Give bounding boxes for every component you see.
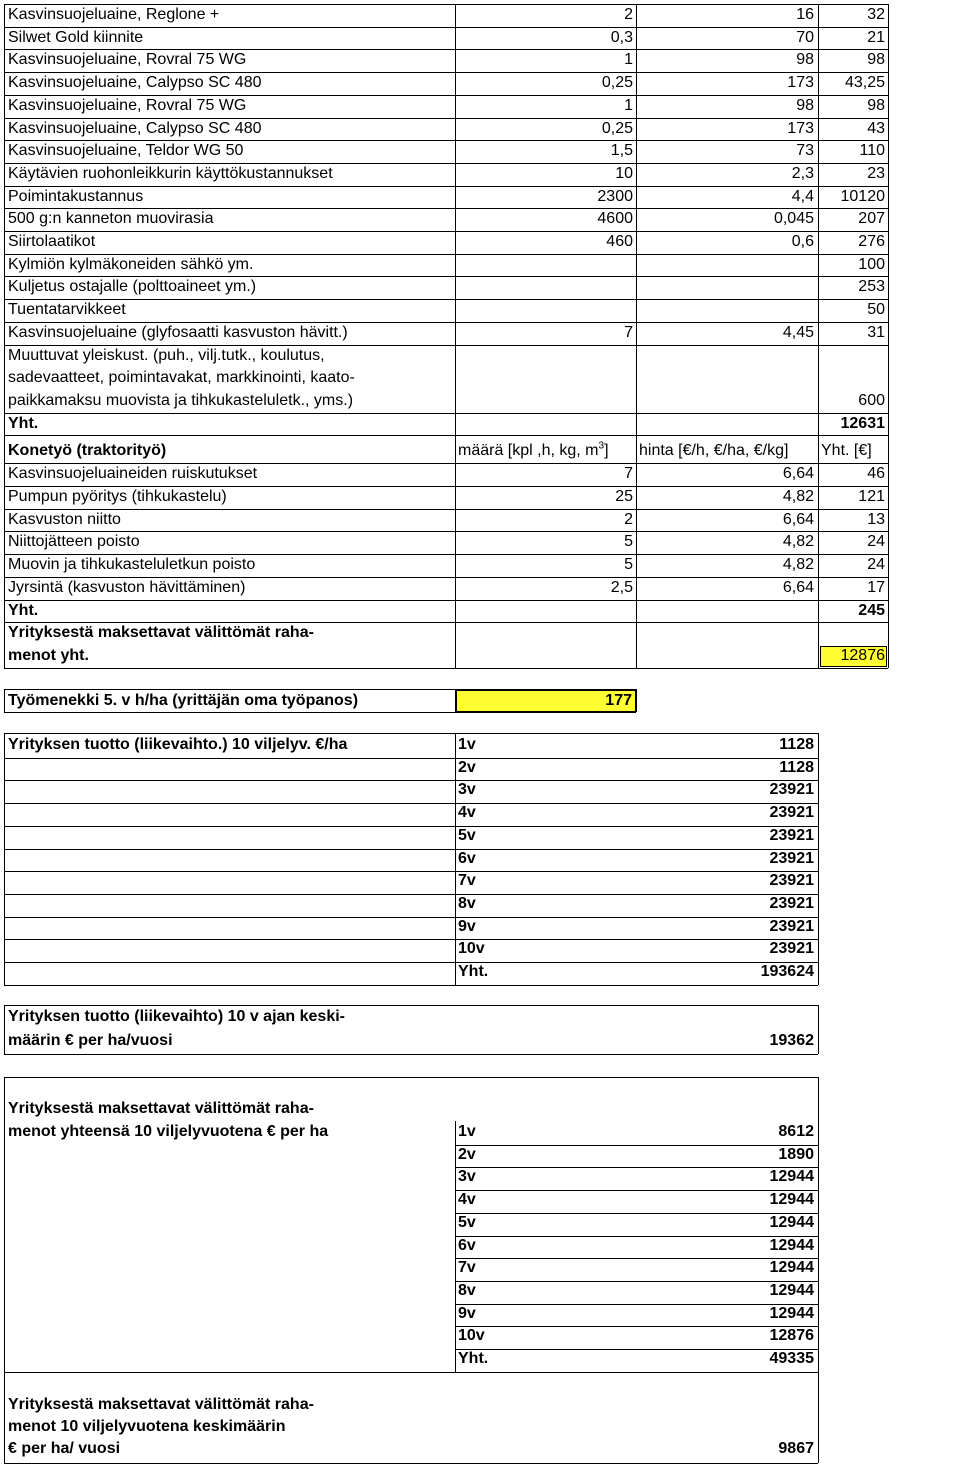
cost-item-qty: 2 bbox=[624, 6, 633, 23]
revenue-value: 23921 bbox=[769, 917, 814, 935]
machine-item-price: 4,82 bbox=[782, 533, 814, 551]
grid-line-v bbox=[455, 733, 456, 985]
cost-item-qty: 4600 bbox=[597, 210, 633, 228]
cost-item-label: Kasvinsuojeluaine, Calypso SC 480 bbox=[8, 119, 262, 137]
expenses-year: 1v bbox=[458, 1123, 476, 1140]
row-line bbox=[4, 600, 888, 601]
expenses-year: 5v bbox=[458, 1213, 476, 1231]
header-price: hinta [€/h, €/ha, €/kg] bbox=[639, 442, 789, 460]
cost-item-label: Kasvinsuojeluaine, Teldor WG 50 bbox=[8, 142, 244, 160]
header-quantity-end: ] bbox=[604, 442, 609, 460]
revenue-year: 5v bbox=[458, 826, 476, 844]
cost-item-label: Tuentatarvikkeet bbox=[8, 301, 126, 319]
cost-item-qty: 1,5 bbox=[610, 142, 633, 160]
cost-item-label: Poimintakustannus bbox=[8, 187, 144, 205]
cost-item-qty: 0,25 bbox=[601, 119, 633, 137]
grid-line-v bbox=[818, 1005, 819, 1054]
misc-cost-label: paikkamaksu muovista ja tihkukasteluletk., yms.) bbox=[8, 391, 354, 409]
labour-value: 177 bbox=[605, 692, 632, 709]
cost-item-total: 43,25 bbox=[844, 74, 885, 92]
machine-item-qty: 5 bbox=[624, 533, 633, 551]
revenue-year: 7v bbox=[458, 872, 476, 890]
expenses-avg-value: 9867 bbox=[778, 1440, 814, 1457]
cost-item-qty: 2300 bbox=[597, 187, 633, 205]
expenses-avg-label: Yrityksestä maksettavat välittömät raha- bbox=[8, 1396, 314, 1413]
grid-line-v bbox=[4, 1005, 5, 1054]
revenue-year: 6v bbox=[458, 849, 476, 867]
expenses-value: 1890 bbox=[778, 1145, 814, 1163]
revenue-value: 23921 bbox=[769, 940, 814, 958]
row-line bbox=[4, 733, 818, 734]
cost-item-label: Käytävien ruohonleikkurin käyttökustannukset bbox=[8, 164, 333, 182]
machine-item-price: 6,64 bbox=[782, 510, 814, 528]
machine-item-total: 17 bbox=[867, 578, 885, 596]
misc-cost-total: 600 bbox=[858, 391, 885, 409]
expenses-year: 9v bbox=[458, 1304, 476, 1322]
misc-cost-label: Muuttuvat yleiskust. (puh., vilj.tutk., koulutus, bbox=[8, 346, 325, 364]
revenue-value: 23921 bbox=[769, 804, 814, 822]
cost-item-label: Kasvinsuojeluaine, Rovral 75 WG bbox=[8, 96, 247, 114]
cost-item-qty: 7 bbox=[624, 323, 633, 341]
machine-item-label: Kasvinsuojeluaineiden ruiskutukset bbox=[8, 465, 258, 483]
cost-item-price: 73 bbox=[796, 142, 814, 160]
expenses-value: 12944 bbox=[769, 1281, 814, 1299]
cost-item-total: 31 bbox=[867, 323, 885, 341]
row-line bbox=[4, 668, 888, 669]
grid-line-v bbox=[4, 1372, 5, 1463]
expenses-label: menot yhteensä 10 viljelyvuotena € per ha bbox=[8, 1123, 329, 1140]
cost-item-label: Kuljetus ostajalle (polttoaineet ym.) bbox=[8, 278, 257, 296]
machine-work-title: Konetyö (traktorityö) bbox=[8, 442, 167, 460]
machine-item-total: 46 bbox=[867, 465, 885, 483]
cost-item-qty: 10 bbox=[615, 164, 633, 182]
grid-line-v bbox=[4, 689, 5, 712]
row-line bbox=[4, 985, 818, 986]
revenue-avg-label: Yrityksen tuotto (liikevaihto) 10 v ajan keski- bbox=[8, 1008, 345, 1025]
row-line bbox=[4, 413, 888, 414]
machine-item-price: 6,64 bbox=[782, 578, 814, 596]
grid-line-v bbox=[455, 1121, 456, 1372]
expenses-year: 7v bbox=[458, 1259, 476, 1277]
cost-item-label: Kylmiön kylmäkoneiden sähkö ym. bbox=[8, 255, 254, 273]
grid-line-v bbox=[636, 689, 637, 712]
expenses-year: 4v bbox=[458, 1191, 476, 1209]
revenue-value: 1128 bbox=[779, 758, 814, 776]
expenses-year: 3v bbox=[458, 1168, 476, 1186]
expenses-value: 12944 bbox=[769, 1168, 814, 1186]
revenue-value: 1128 bbox=[779, 736, 814, 753]
revenue-total-value: 193624 bbox=[760, 963, 814, 980]
machine-item-label: Kasvuston niitto bbox=[8, 510, 121, 528]
cost-item-total: 21 bbox=[867, 28, 885, 46]
machine-item-qty: 2,5 bbox=[610, 578, 633, 596]
cost-item-total: 98 bbox=[867, 96, 885, 114]
header-total: Yht. [€] bbox=[821, 442, 872, 460]
machine-item-label: Pumpun pyöritys (tihkukastelu) bbox=[8, 488, 227, 505]
cost-item-total: 23 bbox=[867, 164, 885, 182]
revenue-year: 8v bbox=[458, 894, 476, 912]
row-line bbox=[4, 1077, 818, 1078]
cost-item-label: Silwet Gold kiinnite bbox=[8, 28, 144, 46]
header-quantity-sup: 3 bbox=[598, 440, 605, 452]
machine-item-price: 4,82 bbox=[782, 488, 814, 505]
revenue-value: 23921 bbox=[769, 781, 814, 799]
cost-item-price: 4,4 bbox=[791, 187, 814, 205]
grid-line-v bbox=[818, 1077, 819, 1372]
grid-line-v bbox=[818, 733, 819, 985]
misc-cost-label: sadevaatteet, poimintavakat, markkinointi, kaato- bbox=[8, 369, 355, 387]
cost-item-total: 110 bbox=[859, 142, 885, 160]
cost-item-total: 50 bbox=[867, 301, 885, 319]
machine-item-total: 121 bbox=[858, 488, 885, 505]
costs-total-label: Yht. bbox=[8, 414, 39, 432]
expenses-avg-label: € per ha/ vuosi bbox=[8, 1440, 121, 1457]
machine-item-total: 24 bbox=[867, 533, 885, 551]
cost-item-label: Kasvinsuojeluaine, Rovral 75 WG bbox=[8, 51, 247, 69]
revenue-label: Yrityksen tuotto (liikevaihto.) 10 viljelyv. €/ha bbox=[8, 736, 348, 753]
cost-item-price: 173 bbox=[787, 119, 814, 137]
grid-line-v bbox=[4, 1077, 5, 1372]
cost-item-qty: 1 bbox=[624, 96, 633, 114]
direct-costs-value: 12876 bbox=[840, 646, 885, 664]
cost-item-total: 253 bbox=[858, 278, 885, 296]
machine-item-label: Muovin ja tihkukasteluletkun poisto bbox=[8, 556, 256, 574]
machine-item-qty: 25 bbox=[615, 488, 633, 505]
cost-item-price: 173 bbox=[787, 74, 814, 92]
cost-item-price: 98 bbox=[796, 96, 814, 114]
expenses-value: 12876 bbox=[769, 1327, 814, 1345]
cost-item-label: Siirtolaatikot bbox=[8, 233, 96, 250]
machine-item-qty: 2 bbox=[624, 510, 633, 528]
machine-item-label: Niittojätteen poisto bbox=[8, 533, 140, 551]
cost-item-price: 0,6 bbox=[791, 233, 814, 250]
machine-total-value: 245 bbox=[858, 601, 885, 619]
revenue-value: 23921 bbox=[769, 894, 814, 912]
expenses-year: 6v bbox=[458, 1236, 476, 1254]
revenue-value: 23921 bbox=[769, 872, 814, 890]
costs-total-value: 12631 bbox=[840, 414, 885, 432]
expenses-value: 12944 bbox=[769, 1304, 814, 1322]
revenue-avg-label: määrin € per ha/vuosi bbox=[8, 1032, 173, 1049]
row-line bbox=[4, 1372, 818, 1373]
cost-item-label: Kasvinsuojeluaine, Calypso SC 480 bbox=[8, 74, 262, 92]
revenue-total-label: Yht. bbox=[458, 963, 489, 980]
machine-item-qty: 7 bbox=[624, 465, 633, 483]
machine-total-label: Yht. bbox=[8, 601, 39, 619]
expenses-total-value: 49335 bbox=[769, 1350, 814, 1367]
cost-item-total: 32 bbox=[867, 6, 885, 23]
machine-item-price: 6,64 bbox=[782, 465, 814, 483]
revenue-year: 2v bbox=[458, 758, 476, 776]
expenses-year: 8v bbox=[458, 1281, 476, 1299]
cost-item-price: 16 bbox=[796, 6, 814, 23]
labour-label: Työmenekki 5. v h/ha (yrittäjän oma työpanos) bbox=[8, 692, 359, 709]
expenses-value: 12944 bbox=[769, 1191, 814, 1209]
row-line bbox=[4, 1005, 818, 1006]
machine-item-label: Jyrsintä (kasvuston hävittäminen) bbox=[8, 578, 246, 596]
grid-line-v bbox=[888, 4, 889, 668]
cost-item-price: 70 bbox=[796, 28, 814, 46]
expenses-value: 12944 bbox=[769, 1236, 814, 1254]
revenue-value: 23921 bbox=[769, 849, 814, 867]
revenue-year: 4v bbox=[458, 804, 476, 822]
cost-item-label: Kasvinsuojeluaine, Reglone + bbox=[8, 6, 220, 23]
header-quantity-text: määrä [kpl ,h, kg, m bbox=[458, 442, 599, 460]
row-line bbox=[4, 1463, 818, 1464]
machine-item-total: 13 bbox=[867, 510, 885, 528]
expenses-year: 2v bbox=[458, 1145, 476, 1163]
cost-item-price: 4,45 bbox=[782, 323, 814, 341]
row-line bbox=[4, 1054, 818, 1055]
cost-item-label: 500 g:n kanneton muovirasia bbox=[8, 210, 214, 228]
cost-item-qty: 1 bbox=[624, 51, 633, 69]
direct-costs-label: menot yht. bbox=[8, 646, 89, 664]
cost-item-qty: 0,3 bbox=[610, 28, 633, 46]
grid-line-v bbox=[4, 4, 5, 668]
machine-item-total: 24 bbox=[867, 556, 885, 574]
cost-item-total: 276 bbox=[858, 233, 885, 250]
expenses-year: 10v bbox=[458, 1327, 485, 1345]
row-line bbox=[4, 712, 636, 713]
revenue-value: 23921 bbox=[769, 826, 814, 844]
grid-line-v bbox=[818, 1372, 819, 1463]
revenue-avg-value: 19362 bbox=[769, 1032, 814, 1049]
expenses-value: 12944 bbox=[769, 1213, 814, 1231]
cost-item-total: 10120 bbox=[840, 187, 885, 205]
cost-item-label: Kasvinsuojeluaine (glyfosaatti kasvuston hävitt.) bbox=[8, 323, 348, 341]
revenue-year: 3v bbox=[458, 781, 476, 799]
cost-item-total: 43 bbox=[867, 119, 885, 137]
revenue-year: 9v bbox=[458, 917, 476, 935]
expenses-value: 8612 bbox=[778, 1123, 814, 1140]
revenue-year: 1v bbox=[458, 736, 476, 753]
cost-item-price: 2,3 bbox=[791, 164, 814, 182]
expenses-avg-label: menot 10 viljelyvuotena keskimäärin bbox=[8, 1418, 286, 1435]
machine-item-qty: 5 bbox=[624, 556, 633, 574]
header-quantity bbox=[458, 441, 609, 461]
expenses-value: 12944 bbox=[769, 1259, 814, 1277]
cost-item-qty: 0,25 bbox=[601, 74, 633, 92]
cost-item-total: 100 bbox=[858, 255, 885, 273]
cost-item-total: 207 bbox=[858, 210, 885, 228]
machine-item-price: 4,82 bbox=[782, 556, 814, 574]
expenses-label: Yrityksestä maksettavat välittömät raha- bbox=[8, 1100, 314, 1117]
row-line bbox=[4, 435, 888, 436]
cost-item-total: 98 bbox=[867, 51, 885, 69]
cost-item-price: 0,045 bbox=[773, 210, 814, 228]
cost-item-price: 98 bbox=[796, 51, 814, 69]
revenue-year: 10v bbox=[458, 940, 485, 958]
cost-item-qty: 460 bbox=[606, 233, 633, 250]
direct-costs-label: Yrityksestä maksettavat välittömät raha- bbox=[8, 624, 314, 642]
grid-line-v bbox=[4, 733, 5, 985]
expenses-total-label: Yht. bbox=[458, 1350, 489, 1367]
